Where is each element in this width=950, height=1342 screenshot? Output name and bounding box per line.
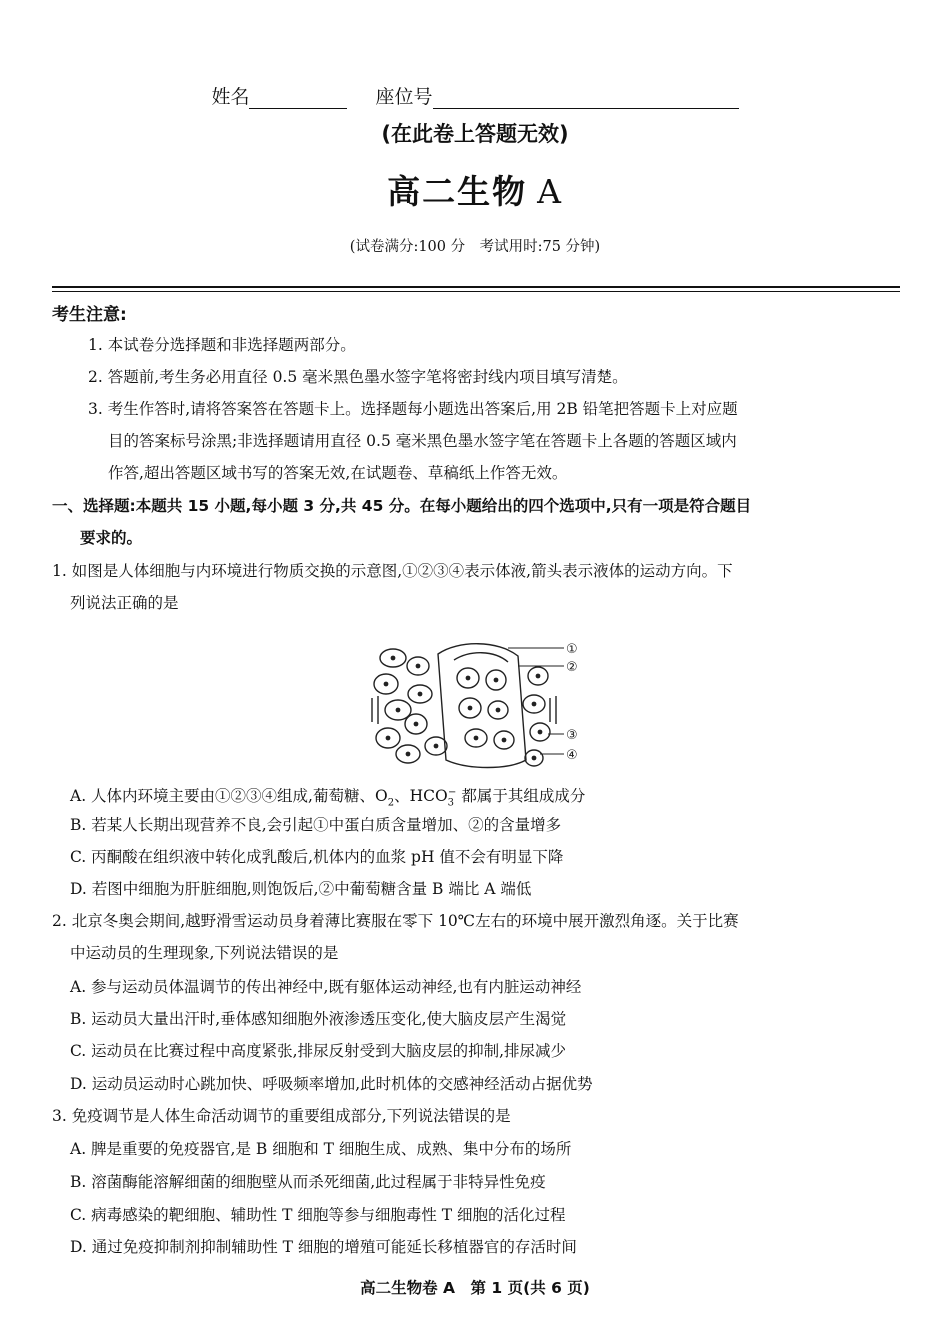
divider-thick (52, 286, 900, 288)
q3-option-d: D. 通过免疫抑制剂抑制辅助性 T 细胞的增殖可能延长移植器官的存活时间 (70, 1238, 577, 1256)
q1-a-post: 都属于其组成成分 (456, 787, 586, 806)
q2-option-c: C. 运动员在比赛过程中高度紧张,排尿反射受到大脑皮层的抑制,排尿减少 (70, 1042, 567, 1060)
q1-stem: 1. 如图是人体细胞与内环境进行物质交换的示意图,①②③④表示体液,箭头表示液体的运动方向。下 (52, 562, 733, 580)
name-label: 姓名 (211, 86, 250, 108)
title-letter: A (537, 172, 563, 211)
q1-a-sup2: − (448, 787, 457, 798)
q3-option-c: C. 病毒感染的靶细胞、辅助性 T 细胞等参与细胞毒性 T 细胞的活化过程 (70, 1206, 566, 1224)
q3-stem: 3. 免疫调节是人体生命活动调节的重要组成部分,下列说法错误的是 (52, 1107, 511, 1125)
divider-thin (52, 291, 900, 292)
q2-option-b: B. 运动员大量出汗时,垂体感知细胞外液渗透压变化,使大脑皮层产生渴觉 (70, 1010, 567, 1028)
q2-option-d: D. 运动员运动时心跳加快、呼吸频率增加,此时机体的交感神经活动占据优势 (70, 1075, 593, 1093)
q1-option-b: B. 若某人长期出现营养不良,会引起①中蛋白质含量增加、②的含量增多 (70, 816, 562, 834)
q1-a-sub: 2 (387, 797, 395, 809)
q1-a-pre: A. 人体内环境主要由①②③④组成,葡萄糖、O (70, 787, 388, 806)
q1-a-sub2: 3 (447, 797, 455, 809)
notice-item: 目的答案标号涂黑;非选择题请用直径 0.5 毫米黑色墨水签字笔在答题卡上各题的答题区域内 (108, 432, 737, 450)
figure-label-1: ① (566, 642, 578, 657)
figure-label-2: ② (566, 660, 578, 675)
page-footer: 高二生物卷 A 第 1 页(共 6 页) (360, 1279, 590, 1297)
notice-item: 2. 答题前,考生务必用直径 0.5 毫米黑色墨水签字笔将密封线内项目填写清楚。 (88, 368, 628, 386)
q1-stem-cont: 列说法正确的是 (70, 594, 179, 612)
section-heading: 一、选择题:本题共 15 小题,每小题 3 分,共 45 分。在每小题给出的四个选项中,只有一项是符合题目 (52, 497, 752, 515)
figure-label-4: ④ (566, 748, 578, 763)
header-fields (0, 82, 950, 109)
figure-label-3: ③ (566, 728, 578, 743)
cell-exchange-diagram (358, 636, 590, 772)
q3-option-a: A. 脾是重要的免疫器官,是 B 细胞和 T 细胞生成、成熟、集中分布的场所 (70, 1140, 572, 1158)
q2-stem-cont: 中运动员的生理现象,下列说法错误的是 (70, 944, 339, 962)
q1-option-c: C. 丙酮酸在组织液中转化成乳酸后,机体内的血浆 pH 值不会有明显下降 (70, 848, 564, 866)
notice-title: 考生注意: (52, 305, 127, 325)
section-heading-cont: 要求的。 (80, 529, 143, 547)
page-title (0, 166, 950, 213)
name-blank (249, 90, 347, 109)
notice-item: 作答,超出答题区域书写的答案无效,在试题卷、草稿纸上作答无效。 (108, 464, 568, 482)
exam-meta: (试卷满分:100 分 考试用时:75 分钟) (349, 239, 601, 255)
q1-option-d: D. 若图中细胞为肝脏细胞,则饱饭后,②中葡萄糖含量 B 端比 A 端低 (70, 880, 532, 898)
q1-a-mid: 、HCO (394, 787, 448, 806)
seat-label: 座位号 (375, 86, 433, 108)
seat-blank (433, 90, 739, 109)
q2-option-a: A. 参与运动员体温调节的传出神经中,既有躯体运动神经,也有内脏运动神经 (70, 978, 582, 996)
q1-option-a (70, 782, 585, 814)
invalid-answer-warning: (在此卷上答题无效) (381, 122, 569, 146)
title-text: 高二生物 (387, 172, 528, 211)
q3-option-b: B. 溶菌酶能溶解细菌的细胞壁从而杀死细菌,此过程属于非特异性免疫 (70, 1173, 546, 1191)
notice-item: 1. 本试卷分选择题和非选择题两部分。 (88, 336, 356, 354)
notice-item: 3. 考生作答时,请将答案答在答题卡上。选择题每小题选出答案后,用 2B 铅笔把答题卡上对应题 (88, 400, 738, 418)
q2-stem: 2. 北京冬奥会期间,越野滑雪运动员身着薄比赛服在零下 10℃左右的环境中展开激烈角逐。关于比赛 (52, 912, 739, 930)
